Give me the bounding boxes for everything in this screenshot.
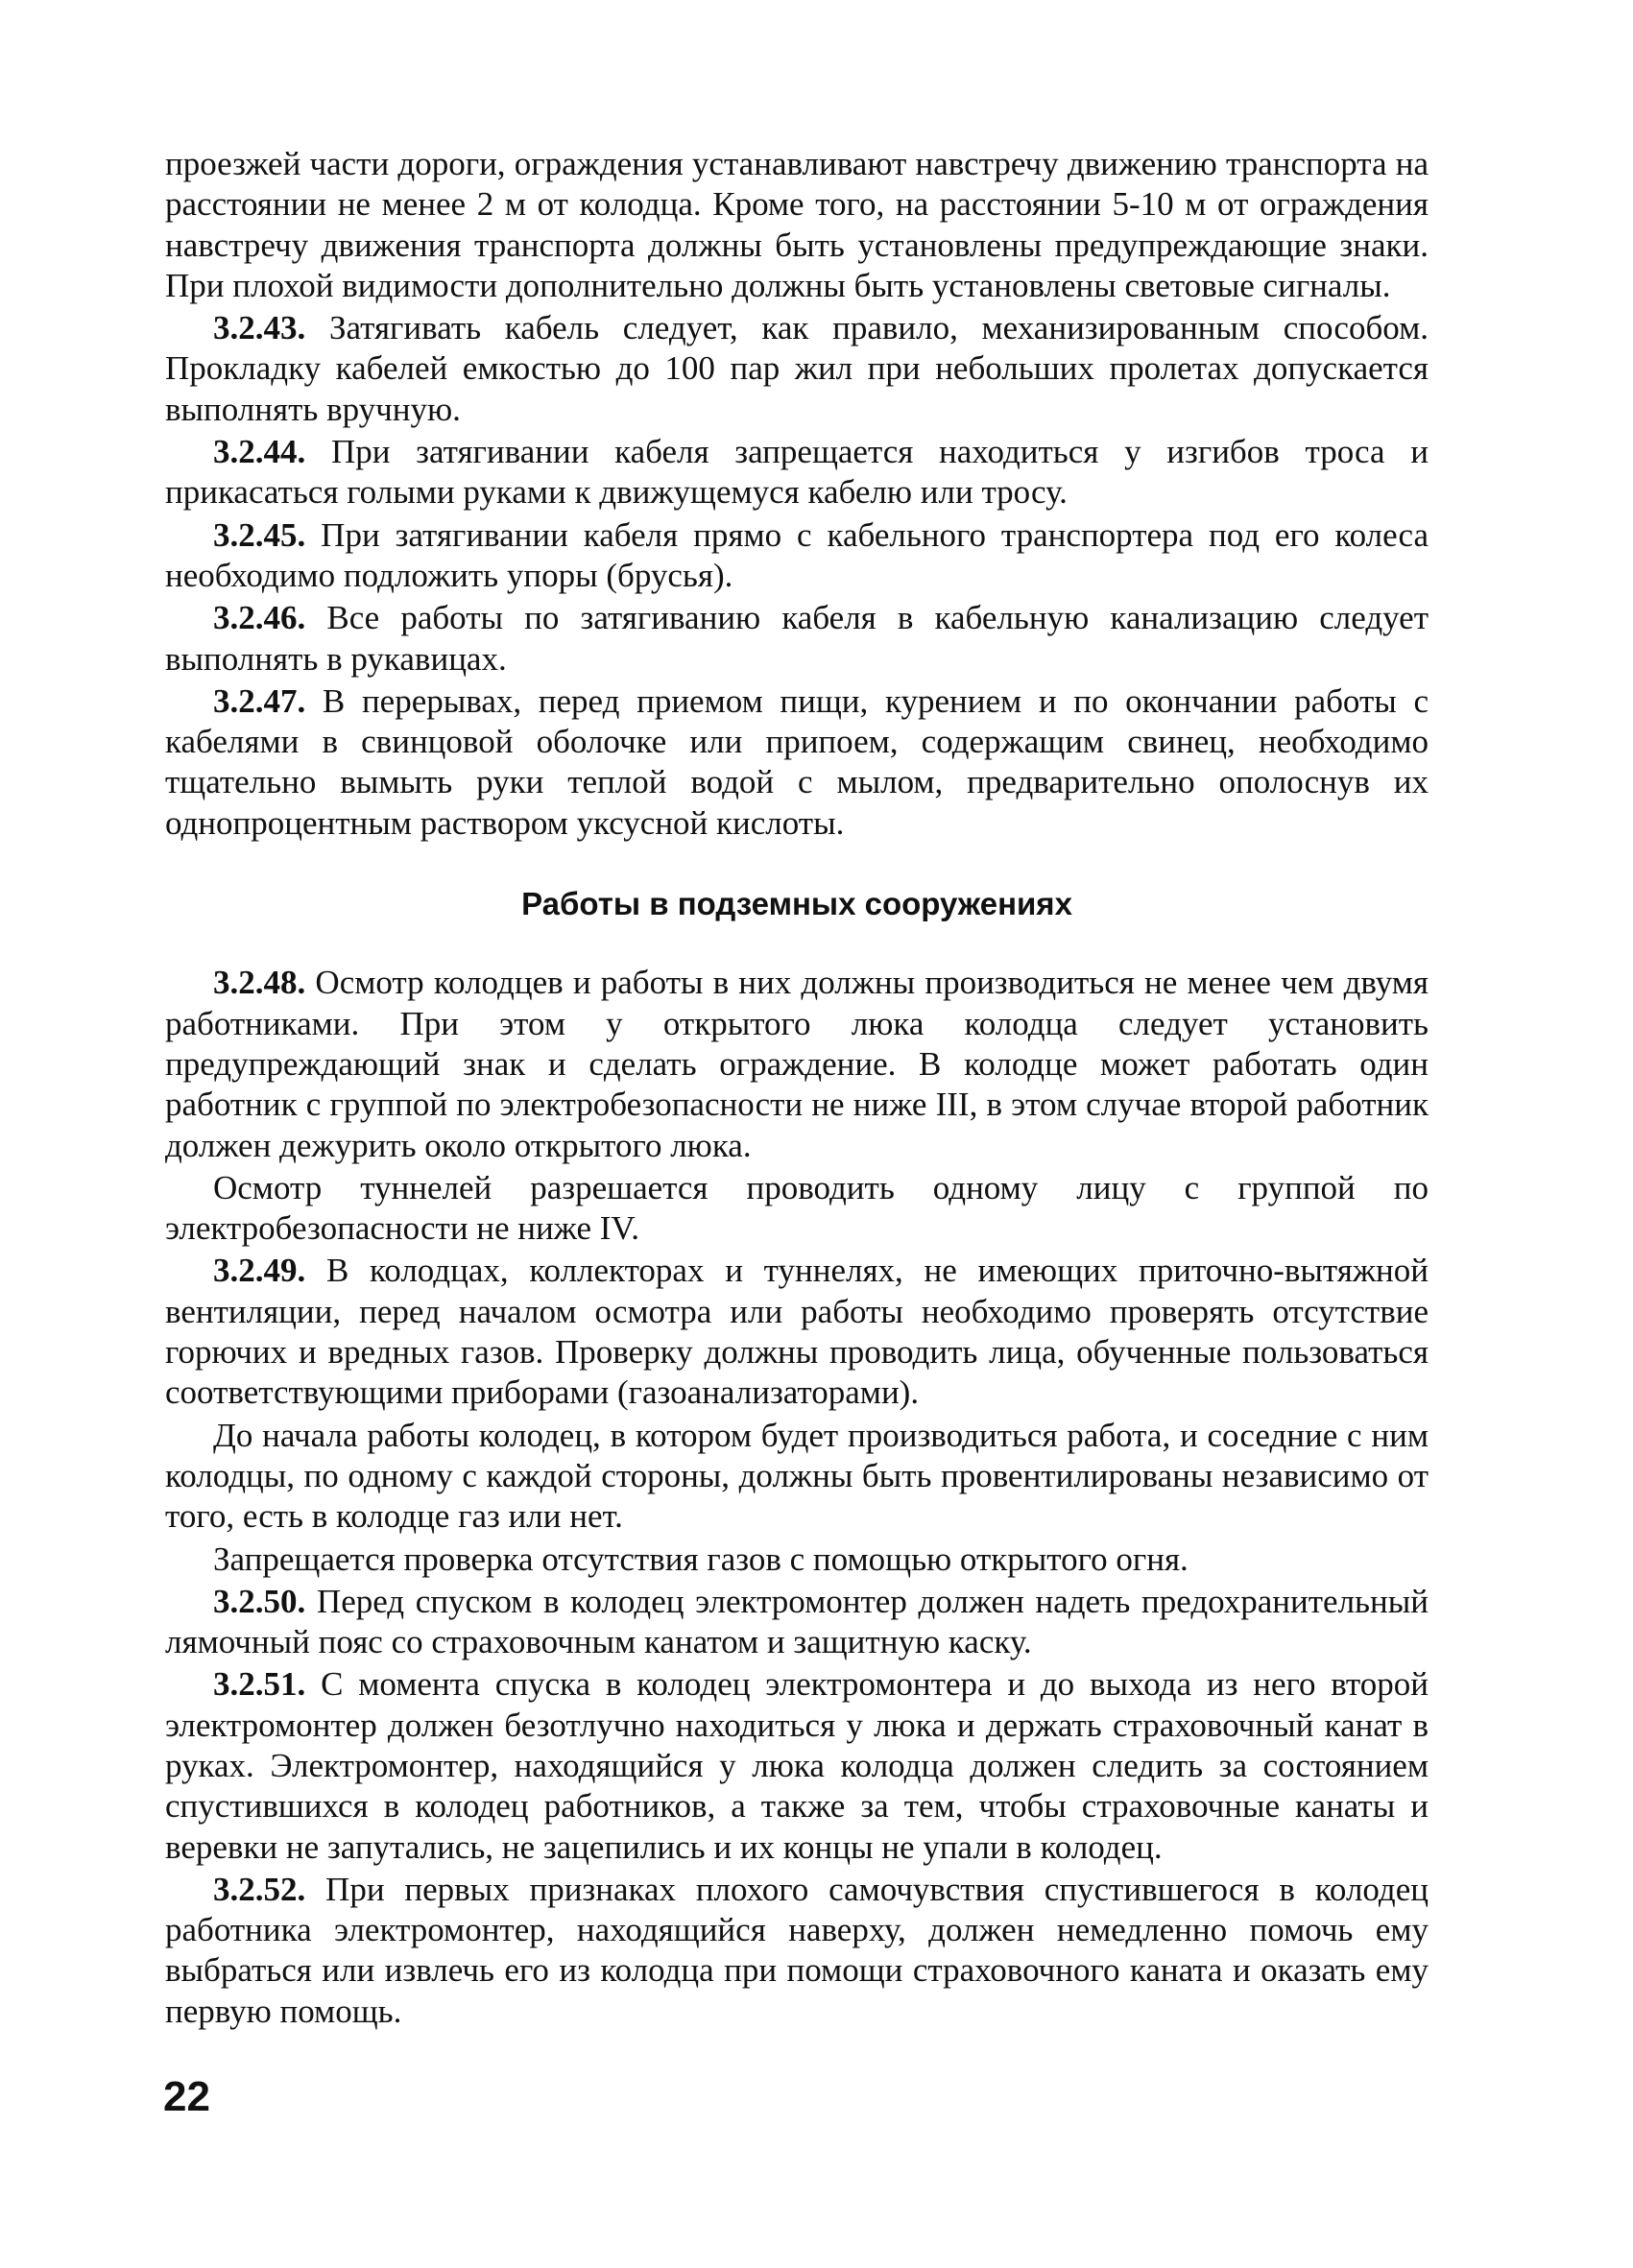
paragraph-text: Перед спуском в колодец электромонтер должен надеть предохранительный лямочный пояс со страховочным канатом и защитную каску. [165, 1582, 1429, 1661]
paragraph-text: Все работы по затягиванию кабеля в кабельную канализацию следует выполнять в рукавицах. [165, 599, 1429, 678]
paragraph-text: Осмотр туннелей разрешается проводить одному лицу с группой по электробезопасности не ниже IV. [165, 1168, 1429, 1248]
paragraph-text: При затягивании кабеля прямо с кабельного транспортера под его колеса необходимо подложить упоры (брусья). [165, 515, 1429, 594]
clause-number: 3.2.50. [213, 1582, 306, 1620]
paragraph-open-fire [165, 1540, 1429, 1580]
paragraph-3-2-45 [165, 515, 1429, 597]
clause-number: 3.2.48. [213, 964, 306, 1002]
paragraph-3-2-50 [165, 1582, 1429, 1663]
clause-number: 3.2.44. [213, 433, 306, 471]
clause-number: 3.2.52. [213, 1870, 306, 1908]
paragraph-text: Запрещается проверка отсутствия газов с помощью открытого огня. [213, 1540, 1189, 1578]
paragraph-tunnel-inspection [165, 1168, 1429, 1250]
clause-number: 3.2.45. [213, 515, 306, 554]
paragraph-text: С момента спуска в колодец электромонтера и до выхода из него второй электромонтер должен безотлучно находиться у люка и держать страховочный канат в руках. Электромонтер, находящийся у люка колодца должен следить за состоянием спустившихся в колодец работников, а также за тем, чтобы страховочные канаты и веревки не запутались, не зацепились и их концы не упали в колодец. [165, 1665, 1429, 1866]
clause-number: 3.2.49. [213, 1252, 306, 1290]
paragraph-text: При затягивании кабеля запрещается находиться у изгибов троса и прикасаться голыми руками к движущемуся кабелю или тросу. [165, 433, 1429, 512]
paragraph-text: В перерывах, перед приемом пищи, курением и по окончании работы с кабелями в свинцовой оболочке или припоем, содержащим свинец, необходимо тщательно вымыть руки теплой водой с мылом, предварительно ополоснув их однопроцентным раствором уксусной кислоты. [165, 681, 1429, 842]
page-number: 22 [163, 2073, 210, 2120]
paragraph-text: Осмотр колодцев и работы в них должны производиться не менее чем двумя работниками. При этом у открытого люка колодца следует установить предупреждающий знак и сделать ограждение. В колодце может работать один работник с группой по электробезопасности не ниже III, в этом случае второй работник должен дежурить около открытого люка. [165, 964, 1429, 1164]
paragraph-3-2-46 [165, 598, 1429, 680]
paragraph-3-2-48 [165, 963, 1429, 1165]
paragraph-3-2-47 [165, 681, 1429, 844]
clause-number: 3.2.47. [213, 681, 306, 720]
clause-number: 3.2.43. [213, 309, 306, 347]
body-text [165, 144, 1429, 2034]
paragraph-text: Затягивать кабель следует, как правило, механизированным способом. Прокладку кабелей емкостью до 100 пар жил при небольших пролетах допускается выполнять вручную. [165, 309, 1429, 428]
paragraph-continuation [165, 144, 1429, 306]
paragraph-ventilation [165, 1416, 1429, 1538]
clause-number: 3.2.51. [213, 1665, 306, 1704]
paragraph-3-2-49 [165, 1251, 1429, 1413]
clause-number: 3.2.46. [213, 599, 306, 637]
paragraph-3-2-52 [165, 1870, 1429, 2032]
paragraph-3-2-51 [165, 1664, 1429, 1867]
paragraph-3-2-43 [165, 308, 1429, 430]
paragraph-text: проезжей части дороги, ограждения устанавливают навстречу движению транспорта на расстоянии не менее 2 м от колодца. Кроме того, на расстоянии 5-10 м от ограждения навстречу движения транспорта должны быть установлены предупреждающие знаки. При плохой видимости дополнительно должны быть установлены световые сигналы. [165, 145, 1429, 304]
paragraph-3-2-44 [165, 432, 1429, 513]
paragraph-text: До начала работы колодец, в котором будет производиться работа, и соседние с ним колодцы, по одному с каждой стороны, должны быть провентилированы независимо от того, есть в колодце газ или нет. [165, 1416, 1429, 1536]
paragraph-text: При первых признаках плохого самочувствия спустившегося в колодец работника электромонтер, находящийся наверху, должен немедленно помочь ему выбраться или извлечь его из колодца при помощи страховочного каната и оказать ему первую помощь. [165, 1870, 1429, 2030]
paragraph-text: В колодцах, коллекторах и туннелях, не имеющих приточно-вытяжной вентиляции, перед началом осмотра или работы необходимо проверять отсутствие горючих и вредных газов. Проверку должны проводить лица, обученные пользоваться соответствующими приборами (газоанализаторами). [165, 1252, 1429, 1412]
section-heading: Работы в подземных сооружениях [521, 886, 1072, 922]
